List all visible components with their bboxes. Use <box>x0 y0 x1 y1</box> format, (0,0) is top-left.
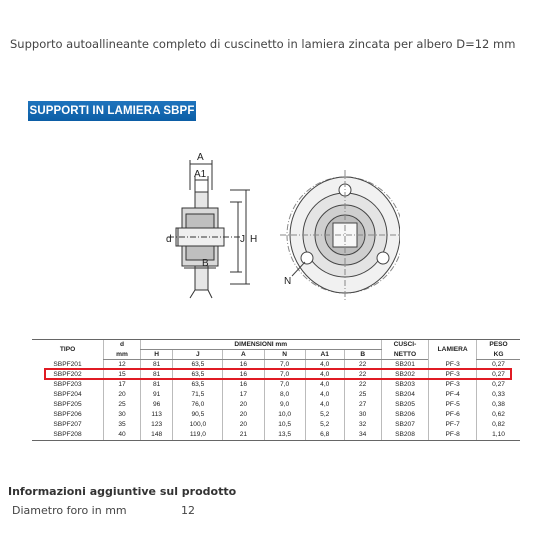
section-banner: SUPPORTI IN LAMIERA SBPF <box>28 101 196 121</box>
table-cell: 32 <box>344 420 381 430</box>
header-tipo: TIPO <box>32 340 104 360</box>
table-cell: 91 <box>140 390 173 400</box>
table-cell: 63,5 <box>173 380 223 390</box>
table-cell: 5,2 <box>305 420 344 430</box>
table-cell: 30 <box>344 410 381 420</box>
table-cell: 15 <box>104 370 141 380</box>
table-row <box>32 430 520 441</box>
header-lamiera: LAMIERA <box>429 340 477 360</box>
table-cell: SBPF201 <box>53 360 82 368</box>
table-cell: 96 <box>140 400 173 410</box>
table-cell: 27 <box>344 400 381 410</box>
table-cell: 76,0 <box>173 400 223 410</box>
table-cell: 34 <box>344 430 381 441</box>
table-cell: 10,5 <box>264 420 305 430</box>
table-cell: SB207 <box>381 420 429 430</box>
table-cell: SBPF208 <box>32 430 104 441</box>
table-row <box>32 420 520 430</box>
table-cell: 7,0 <box>264 380 305 390</box>
table-cell: SBPF207 <box>53 421 82 428</box>
table-cell: 0,27 <box>477 370 520 380</box>
spec-table <box>32 339 520 441</box>
table-cell: 0,82 <box>477 420 520 430</box>
header-d: d <box>104 340 141 350</box>
table-cell: 20 <box>104 390 141 400</box>
label-n: N <box>284 276 292 287</box>
label-d: d <box>166 234 172 245</box>
table-cell: SB206 <box>381 410 429 420</box>
table-cell: 113 <box>140 410 173 420</box>
table-cell: SB204 <box>381 390 429 400</box>
header-cuscinetto: CUSCI- <box>381 340 429 350</box>
table-cell: 81 <box>140 370 173 380</box>
label-a: A <box>197 152 204 163</box>
table-cell: 1,10 <box>477 430 520 441</box>
table-cell: SB203 <box>381 380 429 390</box>
table-row <box>32 380 520 390</box>
table-cell: 4,0 <box>305 400 344 410</box>
info-value: 12 <box>181 504 195 517</box>
table-row <box>32 390 520 400</box>
table-cell: 20 <box>223 400 264 410</box>
table-cell: 17 <box>223 390 264 400</box>
table-cell: 7,0 <box>264 370 305 380</box>
table-cell: 16 <box>223 360 264 371</box>
header-dimensioni: DIMENSIONI mm <box>140 340 381 350</box>
header-cuscinetto-2: NETTO <box>381 350 429 360</box>
table-cell: PF-3 <box>429 360 477 371</box>
table-cell: 100,0 <box>173 420 223 430</box>
header-dim-h: H <box>140 350 173 360</box>
table-cell: SB201 <box>381 360 429 371</box>
table-cell: PF-4 <box>429 390 477 400</box>
table-cell: 5,2 <box>305 410 344 420</box>
table-cell: 17 <box>104 380 141 390</box>
table-cell: 123 <box>140 420 173 430</box>
table-cell: 90,5 <box>173 410 223 420</box>
table-cell: SBPF206 <box>53 411 82 418</box>
label-h: H <box>250 234 258 245</box>
table-cell: 20 <box>223 410 264 420</box>
table-cell: SBPF202 <box>53 371 82 378</box>
table-cell: 63,5 <box>173 370 223 380</box>
table-cell: 22 <box>344 360 381 371</box>
table-cell: 119,0 <box>173 430 223 441</box>
table-cell: 30 <box>104 410 141 420</box>
table-cell: 7,0 <box>264 360 305 371</box>
table-cell: 4,0 <box>305 380 344 390</box>
table-cell: PF-3 <box>429 380 477 390</box>
table-cell: 148 <box>140 430 173 441</box>
table-cell: 20 <box>223 420 264 430</box>
table-cell: PF-3 <box>429 370 477 380</box>
table-cell: 13,5 <box>264 430 305 441</box>
table-cell: PF-7 <box>429 420 477 430</box>
table-cell: 25 <box>104 400 141 410</box>
table-cell: 81 <box>140 380 173 390</box>
table-cell: 0,33 <box>477 390 520 400</box>
technical-drawing <box>150 150 400 330</box>
table-cell: 16 <box>223 370 264 380</box>
label-b: B <box>202 258 209 269</box>
table-cell: 25 <box>344 390 381 400</box>
header-peso: PESO <box>477 340 520 350</box>
header-dim-n: N <box>264 350 305 360</box>
table-cell: 22 <box>344 370 381 380</box>
table-cell: 12 <box>104 360 141 371</box>
table-cell: 81 <box>140 360 173 371</box>
table-cell: SB208 <box>381 430 429 441</box>
table-cell: PF-8 <box>429 430 477 441</box>
table-cell: SB205 <box>381 400 429 410</box>
table-cell: 4,0 <box>305 370 344 380</box>
table-cell: SBPF205 <box>53 401 82 408</box>
product-description: Supporto autoallineante completo di cuscinetto in lamiera zincata per albero D=12 mm <box>10 37 516 51</box>
header-dim-a1: A1 <box>305 350 344 360</box>
table-cell: SBPF204 <box>53 391 82 398</box>
table-cell: 0,27 <box>477 360 520 371</box>
label-j: J <box>240 234 245 245</box>
header-peso-unit: KG <box>477 350 520 360</box>
label-a1: A1 <box>194 169 207 180</box>
table-cell: 4,0 <box>305 360 344 371</box>
table-cell: SBPF203 <box>53 381 82 388</box>
table-cell: 40 <box>104 430 141 441</box>
header-d-unit: mm <box>104 350 141 360</box>
table-row <box>32 410 520 420</box>
table-cell: 0,27 <box>477 380 520 390</box>
table-cell: 63,5 <box>173 360 223 371</box>
table-cell: 16 <box>223 380 264 390</box>
table-cell: 4,0 <box>305 390 344 400</box>
table-cell: 0,38 <box>477 400 520 410</box>
table-cell: PF-5 <box>429 400 477 410</box>
table-cell: 8,0 <box>264 390 305 400</box>
table-row <box>32 400 520 410</box>
table-cell: SB202 <box>381 370 429 380</box>
table-cell: 9,0 <box>264 400 305 410</box>
table-cell: 0,62 <box>477 410 520 420</box>
header-dim-a: A <box>223 350 264 360</box>
table-cell: 10,0 <box>264 410 305 420</box>
table-cell: PF-6 <box>429 410 477 420</box>
table-cell: 71,5 <box>173 390 223 400</box>
table-cell: 6,8 <box>305 430 344 441</box>
info-title: Informazioni aggiuntive sul prodotto <box>8 485 237 498</box>
table-cell: 22 <box>344 380 381 390</box>
header-dim-j: J <box>173 350 223 360</box>
selected-row-highlight <box>44 368 512 380</box>
table-cell: 21 <box>223 430 264 441</box>
table-cell: 35 <box>104 420 141 430</box>
header-dim-b: B <box>344 350 381 360</box>
info-label: Diametro foro in mm <box>12 504 127 517</box>
